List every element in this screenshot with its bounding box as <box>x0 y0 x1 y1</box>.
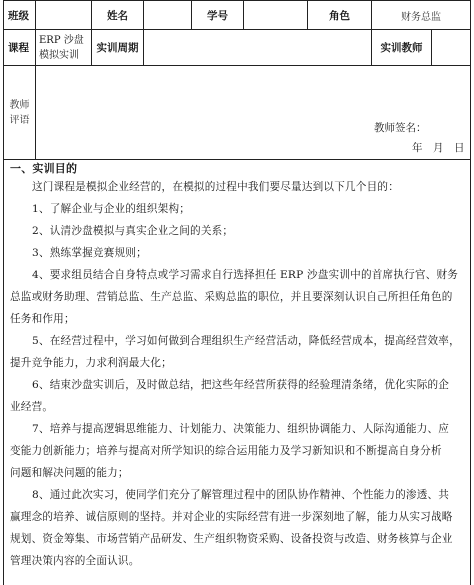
date-month: 月 <box>433 142 444 154</box>
class-label: 班级 <box>4 1 36 29</box>
evaluation-row <box>3 65 471 160</box>
objective-line: 变能力创新能力；培养与提高对所学知识的综合运用能力及学习新知识和不断提高自身分析 <box>10 445 442 457</box>
objective-line: 4、要求组员结合自身特点或学习需求自行选择担任 ERP 沙盘实训中的首席执行官、财务 <box>32 269 459 281</box>
info-row-2 <box>3 29 471 66</box>
objective-line: 1、了解企业与企业的组织架构； <box>32 203 191 215</box>
date-day: 日 <box>454 142 465 154</box>
class-value <box>36 1 92 29</box>
evaluation-label <box>4 66 36 159</box>
objective-line: 任务和作用； <box>10 313 75 325</box>
objective-line: 赢理念的培养、诚信原则的坚持。并对企业的实际经营有进一步深刻地了解，能力从实习战略 <box>10 511 453 523</box>
course-value <box>36 30 92 65</box>
intro-line: 这门课程是模拟企业经营的，在模拟的过程中我们要尽量达到以下几个目的： <box>32 181 399 193</box>
objective-line: 总监或财务助理、营销总监、生产总监、采购总监的职位，并且要深刻认识自己所担任角色的 <box>10 291 453 303</box>
signature-label: 教师签名： <box>374 122 427 134</box>
evaluation-label-line1: 教师 <box>9 99 30 111</box>
period-label: 实训周期 <box>92 30 144 65</box>
objective-line: 8、通过此次实习，使同学们充分了解管理过程中的团队协作精神、个性能力的渗透、共 <box>32 489 450 501</box>
evaluation-label-line2: 评语 <box>9 114 30 126</box>
objective-line: 5、在经营过程中，学习如何做到合理组织生产经营活动，降低经营成本，提高经营效率， <box>32 335 460 347</box>
objective-line: 3、熟练掌握竞赛规则； <box>32 247 147 259</box>
objective-line: 管理决策内容的全面认识。 <box>10 555 140 567</box>
name-value <box>144 1 192 29</box>
course-value-line2: 模拟实训 <box>39 49 79 61</box>
objective-line: 规划、资金筹集、市场营销产品研发、生产组织物资采购、设备投资与改造、财务核算与企业 <box>10 533 453 545</box>
evaluation-content <box>36 66 470 159</box>
objectives-section <box>3 159 471 585</box>
teacher-value <box>432 30 470 65</box>
objective-line: 6、结束沙盘实训后，及时做总结，把这些年经营所获得的经验理清条绪，优化实际的企 <box>32 379 450 391</box>
role-value: 财务总监 <box>401 11 441 23</box>
student-id-label: 学号 <box>192 1 244 29</box>
date-year: 年 <box>412 142 423 154</box>
info-row-1 <box>3 0 471 30</box>
role-label: 角色 <box>308 1 372 29</box>
student-id-value <box>244 1 308 29</box>
objective-line: 业经营。 <box>10 401 54 413</box>
course-value-line1: ERP 沙盘 <box>39 34 84 46</box>
section-title: 一、实训目的 <box>10 162 78 175</box>
period-value <box>144 30 372 65</box>
objective-line: 7、培养与提高逻辑思维能力、计划能力、决策能力、组织协调能力、人际沟通能力、应 <box>32 423 450 435</box>
objective-line: 2、认清沙盘模拟与真实企业之间的关系； <box>32 225 234 237</box>
objective-line: 问题和解决问题的能力； <box>10 467 129 479</box>
teacher-label: 实训教师 <box>372 30 432 65</box>
objective-line: 提升竞争能力，力求利润最大化； <box>10 357 172 369</box>
course-label: 课程 <box>4 30 36 65</box>
name-label: 姓名 <box>92 1 144 29</box>
report-form <box>3 0 471 585</box>
